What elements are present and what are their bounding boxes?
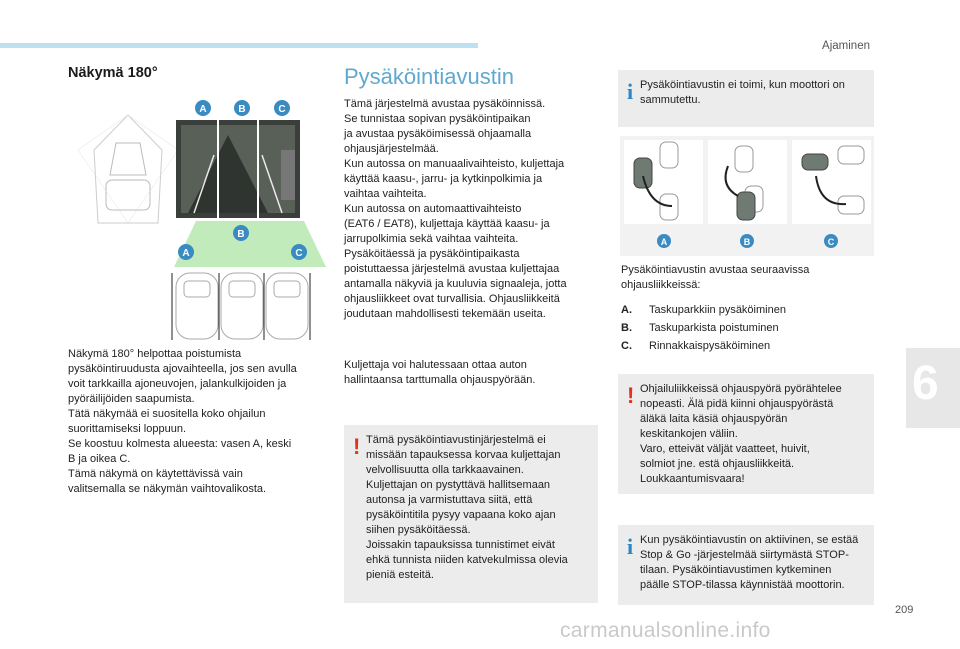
svg-text:A: A: [660, 237, 668, 247]
info-icon: i: [627, 79, 634, 104]
header-bar: [0, 43, 478, 48]
warning-icon: !: [627, 383, 635, 408]
info-icon: i: [627, 534, 634, 559]
label-a-icon: [657, 234, 671, 248]
svg-text:B: B: [238, 104, 246, 115]
marker-b-bottom-icon: [233, 225, 249, 241]
warning-box-system: ! Tämä pysäköintiavustinjärjestelmä ei missään tapauksessa korvaa kuljettajan velvollisuutta olla tarkkaavainen. Kuljettajan on pystyttävä hallitsemaan autonsa ja varmistuttava siitä, että pysäköintitila pysyy vapaana koko ajan siihen pysäköitäessä. Joissakin tapauksissa tunnistimet eivät ehkä tunnista niiden katvekulmissa olevia pieniä esteitä.: [344, 425, 598, 603]
chapter-number: 6: [912, 357, 939, 410]
view-180-text: Näkymä 180° helpottaa poistumista pysäköintiruudusta ajovaihteella, jos sen avulla voit tarkkailla ajoneuvojen, jalankulkijoiden ja pyöräilijöiden saapumista. Tätä näkymää ei suositella koko ohjailun suorittamiseksi loppuun. Se koostuu kolmesta alueesta: vasen A, keski B ja oikea C. Tämä näkymä on käytettävissä vain valitsemalla se näkymän vaihtovalikosta.: [68, 348, 297, 495]
parked-cars-icon: [176, 273, 308, 339]
view-180-figure: [68, 95, 330, 340]
manoeuvre-figure: [620, 136, 874, 256]
svg-text:B: B: [743, 237, 751, 247]
marker-c-top-icon: [274, 100, 290, 116]
svg-text:A: A: [199, 104, 207, 115]
warning-icon: !: [353, 434, 361, 459]
driver-takeover-text: Kuljettaja voi halutessaan ottaa auton hallintaansa tarttumalla ohjauspyörään.: [344, 359, 536, 386]
parking-assist-text: Tämä järjestelmä avustaa pysäköinnissä. Se tunnistaa sopivan pysäköintipaikan ja avustaa pysäköimisessä ohjaamalla ohjausjärjestelmää. Kun autossa on manuaalivaihteisto, kuljettaja käyttää kaasu-, jarru- ja kytkinpolkimia ja vaihtaa vaihteita. Kun autossa on automaattivaihteisto (EAT6 / EAT8), kuljettaja käyttää kaasu- ja jarrupolkimia sekä vaihtaa vaihteita. Pysäköitäessä ja pysäköintipaikasta poistuttaessa järjestelmä avustaa kuljettajaa antamalla näkyviä ja kuuluvia signaaleja, jotta ohjausliikkeet ovat turvallisia. Ohjausliikkeitä joudutaan mahdollisesti tekemään useita.: [344, 98, 567, 320]
svg-text:C: C: [295, 248, 303, 259]
label-b-icon: [740, 234, 754, 248]
page-number: 209: [895, 604, 914, 616]
manoeuvre-list: [621, 303, 786, 357]
chapter-tab: [906, 348, 960, 428]
marker-b-top-icon: [234, 100, 250, 116]
marker-a-bottom-icon: [178, 244, 194, 260]
svg-text:C: C: [278, 104, 286, 115]
svg-text:A: A: [182, 248, 190, 259]
view-180-title: Näkymä 180°: [68, 65, 158, 81]
section-title: Ajaminen: [822, 40, 870, 52]
parking-assist-title: Pysäköintiavustin: [344, 64, 514, 89]
list-item: B. Taskuparkista poistuminen: [621, 322, 779, 334]
info-box-stop-go: i Kun pysäköintiavustin on aktiivinen, se estää Stop & Go -järjestelmää siirtymästä STOP- tilaan. Pysäköintiavustimen kytkeminen päälle STOP-tilassa käynnistää moottorin.: [618, 525, 874, 605]
warning-box-steering: ! Ohjailuliikkeissä ohjauspyörä pyörähtelee nopeasti. Älä pidä kiinni ohjauspyörästä äläkä laita käsiä ohjauspyörän keskitankojen väliin. Varo, etteivät väljät vaatteet, huivit, solmiot jne. estä ohjausliikkeitä. Loukkaantumisvaara!: [618, 374, 874, 494]
svg-text:B: B: [237, 229, 245, 240]
label-c-icon: [824, 234, 838, 248]
marker-c-bottom-icon: [291, 244, 307, 260]
manoeuvre-intro: Pysäköintiavustin avustaa seuraavissa ohjausliikkeissä:: [621, 264, 810, 291]
marker-a-top-icon: [195, 100, 211, 116]
info-box-engine-off: i Pysäköintiavustin ei toimi, kun moottori on sammutettu.: [618, 70, 874, 127]
list-item: C. Rinnakkaispysäköiminen: [621, 340, 771, 352]
svg-text:C: C: [827, 237, 835, 247]
list-item: A. Taskuparkkiin pysäköiminen: [621, 304, 786, 316]
car-top-view-icon: [78, 115, 178, 223]
watermark: carmanualsonline.info: [560, 619, 771, 642]
